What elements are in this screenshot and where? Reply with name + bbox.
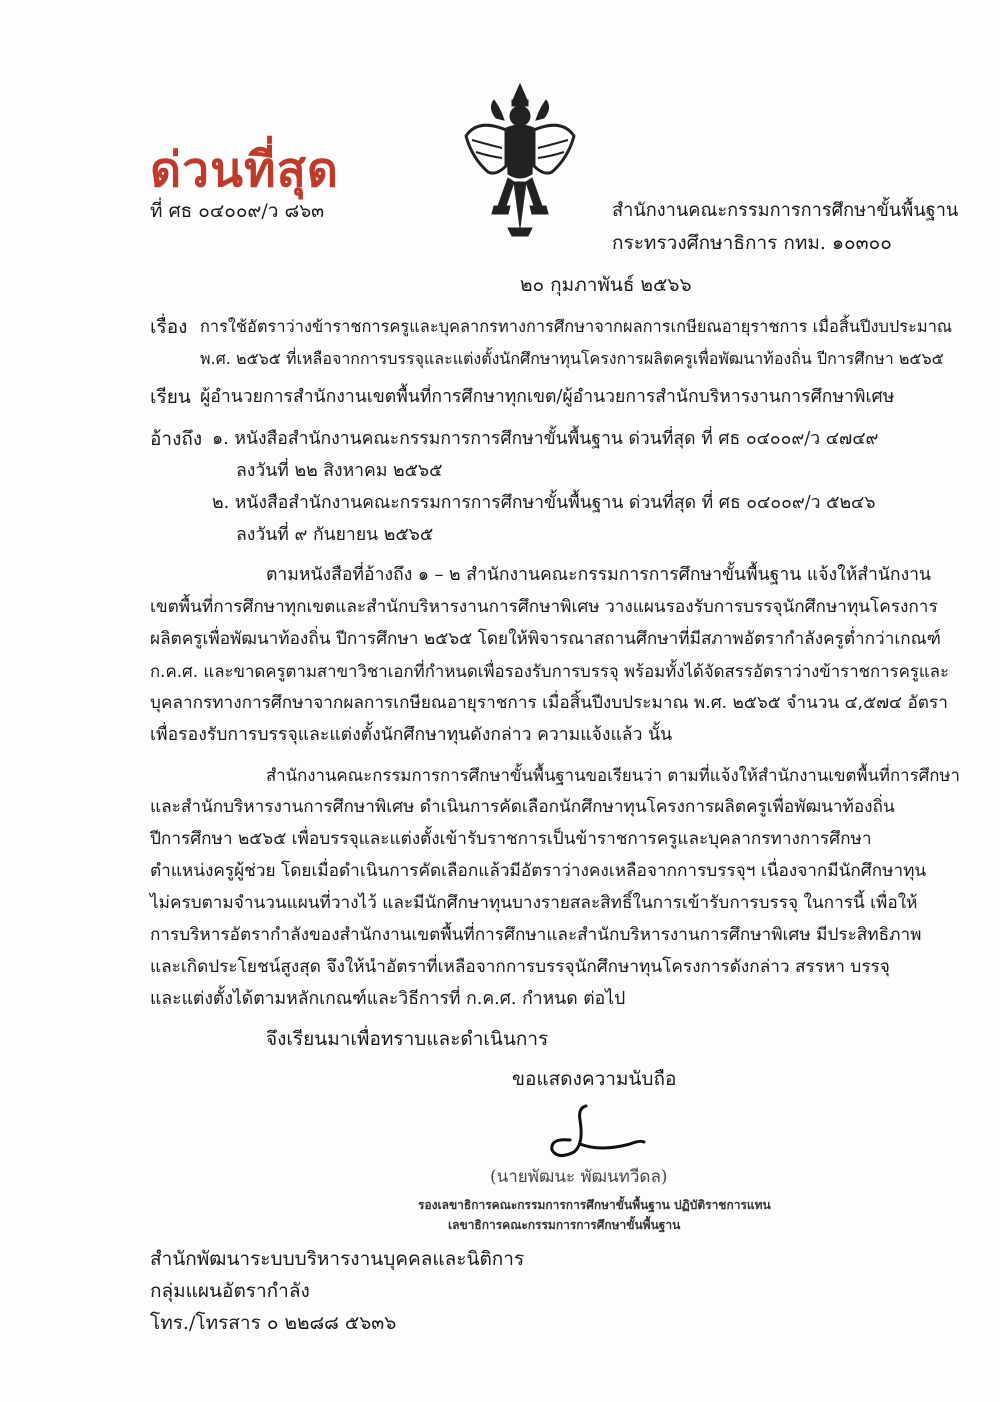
closing-line: จึงเรียนมาเพื่อทราบและดำเนินการ	[266, 1028, 549, 1050]
reference-item-2-date: ลงวันที่ ๙ กันยายน ๒๕๖๕	[236, 525, 434, 545]
paragraph-2-line: สำนักงานคณะกรรมการการศึกษาขั้นพื้นฐานขอเรียนว่า ตามที่แจ้งให้สำนักงานเขตพื้นที่การศึกษา	[266, 765, 960, 785]
reference-item-2: ๒. หนังสือสำนักงานคณะกรรมการการศึกษาขั้นพื้นฐาน ด่วนที่สุด ที่ ศธ ๐๔๐๐๙/ว ๕๒๔๖	[212, 493, 876, 513]
to-text: ผู้อำนวยการสำนักงานเขตพื้นที่การศึกษาทุกเขต/ผู้อำนวยการสำนักบริหารงานการศึกษาพิเศษ	[200, 387, 895, 407]
urgency-stamp: ด่วนที่สุด	[150, 142, 340, 198]
reference-item-1-date: ลงวันที่ ๒๒ สิงหาคม ๒๕๖๕	[236, 461, 443, 481]
signer-name: (นายพัฒนะ พัฒนทวีดล)	[490, 1167, 668, 1187]
salutation: ขอแสดงความนับถือ	[512, 1068, 677, 1090]
subject-line-1: การใช้อัตราว่างข้าราชการครูและบุคลากรทางการศึกษาจากผลการเกษียณอายุราชการ เมื่อสิ้นปีงบประมาณ	[200, 317, 953, 336]
footer-phone: โทร./โทรสาร ๐ ๒๒๘๘ ๕๖๓๖	[150, 1312, 397, 1334]
paragraph-2-line: และแต่งตั้งได้ตามหลักเกณฑ์และวิธีการที่ ก.ค.ศ. กำหนด ต่อไป	[150, 989, 626, 1009]
paragraph-1-line: ผลิตครูเพื่อพัฒนาท้องถิ่น ปีการศึกษา ๒๕๖๕ โดยให้พิจารณาสถานศึกษาที่มีสภาพอัตรากำลังครูต่ำกว่าเกณฑ์	[150, 629, 941, 649]
subject-label: เรื่อง	[150, 316, 188, 338]
paragraph-1-line: ก.ค.ศ. และขาดครูตามสาขาวิชาเอกที่กำหนดเพื่อรองรับการบรรจุ พร้อมทั้งได้จัดสรรอัตราว่างข้าราชการครูและ	[150, 661, 949, 681]
document-number: ที่ ศธ ๐๔๐๐๙/ว ๘๖๓	[150, 200, 325, 222]
paragraph-2-line: ไม่ครบตามจำนวนแผนที่วางไว้ และมีนักศึกษาทุนบางรายสละสิทธิ์ในการเข้ารับการบรรจุ ในการนี้ เพื่อให้	[150, 893, 918, 913]
footer-department: สำนักพัฒนาระบบบริหารงานบุคคลและนิติการ	[150, 1248, 525, 1270]
handwritten-signature	[540, 1100, 650, 1162]
paragraph-1-line: เพื่อรองรับการบรรจุและแต่งตั้งนักศึกษาทุนดังกล่าว ความแจ้งแล้ว นั้น	[150, 725, 673, 745]
paragraph-2-line: ตำแหน่งครูผู้ช่วย โดยเมื่อดำเนินการคัดเลือกแล้วมีอัตราว่างคงเหลือจากการบรรจุฯ เนื่องจากมีนักศึกษาทุน	[150, 861, 927, 881]
paragraph-2-line: และเกิดประโยชน์สูงสุด จึงให้นำอัตราที่เหลือจากการบรรจุนักศึกษาทุนโครงการดังกล่าว สรรหา บรรจุ	[150, 957, 890, 977]
paragraph-2-line: ปีการศึกษา ๒๕๖๕ เพื่อบรรจุและแต่งตั้งเข้ารับราชการเป็นข้าราชการครูและบุคลากรทางการศึกษา	[150, 829, 872, 849]
paragraph-2-line: และสำนักบริหารงานการศึกษาพิเศษ ดำเนินการคัดเลือกนักศึกษาทุนโครงการผลิตครูเพื่อพัฒนาท้องถิ่น	[150, 797, 895, 817]
subject-line-2: พ.ศ. ๒๕๖๕ ที่เหลือจากการบรรจุและแต่งตั้งนักศึกษาทุนโครงการผลิตครูเพื่อพัฒนาท้องถิ่น ปีการศึกษา ๒๕๖๕	[200, 349, 944, 368]
signer-title-1: รองเลขาธิการคณะกรรมการการศึกษาขั้นพื้นฐาน ปฏิบัติราชการแทน	[418, 1198, 771, 1212]
signer-title-2: เลขาธิการคณะกรรมการการศึกษาขั้นพื้นฐาน	[448, 1218, 681, 1232]
reference-label: อ้างถึง	[150, 428, 203, 450]
footer-group: กลุ่มแผนอัตรากำลัง	[150, 1280, 310, 1302]
reference-item-1: ๑. หนังสือสำนักงานคณะกรรมการการศึกษาขั้นพื้นฐาน ด่วนที่สุด ที่ ศธ ๐๔๐๐๙/ว ๔๗๔๙	[212, 429, 879, 449]
office-address: กระทรวงศึกษาธิการ กทม. ๑๐๓๐๐	[612, 232, 892, 254]
paragraph-2-line: การบริหารอัตรากำลังของสำนักงานเขตพื้นที่การศึกษาและสำนักบริหารงานการศึกษาพิเศษ มีประสิทธิภาพ	[150, 925, 922, 945]
paragraph-1-line: ตามหนังสือที่อ้างถึง ๑ – ๒ สำนักงานคณะกรรมการการศึกษาขั้นพื้นฐาน แจ้งให้สำนักงาน	[266, 565, 932, 585]
paragraph-1-line: เขตพื้นที่การศึกษาทุกเขตและสำนักบริหารงานการศึกษาพิเศษ วางแผนรองรับการบรรจุนักศึกษาทุนโครงการ	[150, 597, 938, 617]
document-date: ๒๐ กุมภาพันธ์ ๒๕๖๖	[520, 274, 692, 296]
office-name: สำนักงานคณะกรรมการการศึกษาขั้นพื้นฐาน	[612, 200, 959, 221]
garuda-emblem	[458, 78, 582, 240]
paragraph-1-line: บุคลากรทางการศึกษาจากผลการเกษียณอายุราชการ เมื่อสิ้นปีงบประมาณ พ.ศ. ๒๕๖๕ จำนวน ๔,๕๗๔ อัตรา	[150, 693, 948, 713]
to-label: เรียน	[150, 386, 191, 408]
